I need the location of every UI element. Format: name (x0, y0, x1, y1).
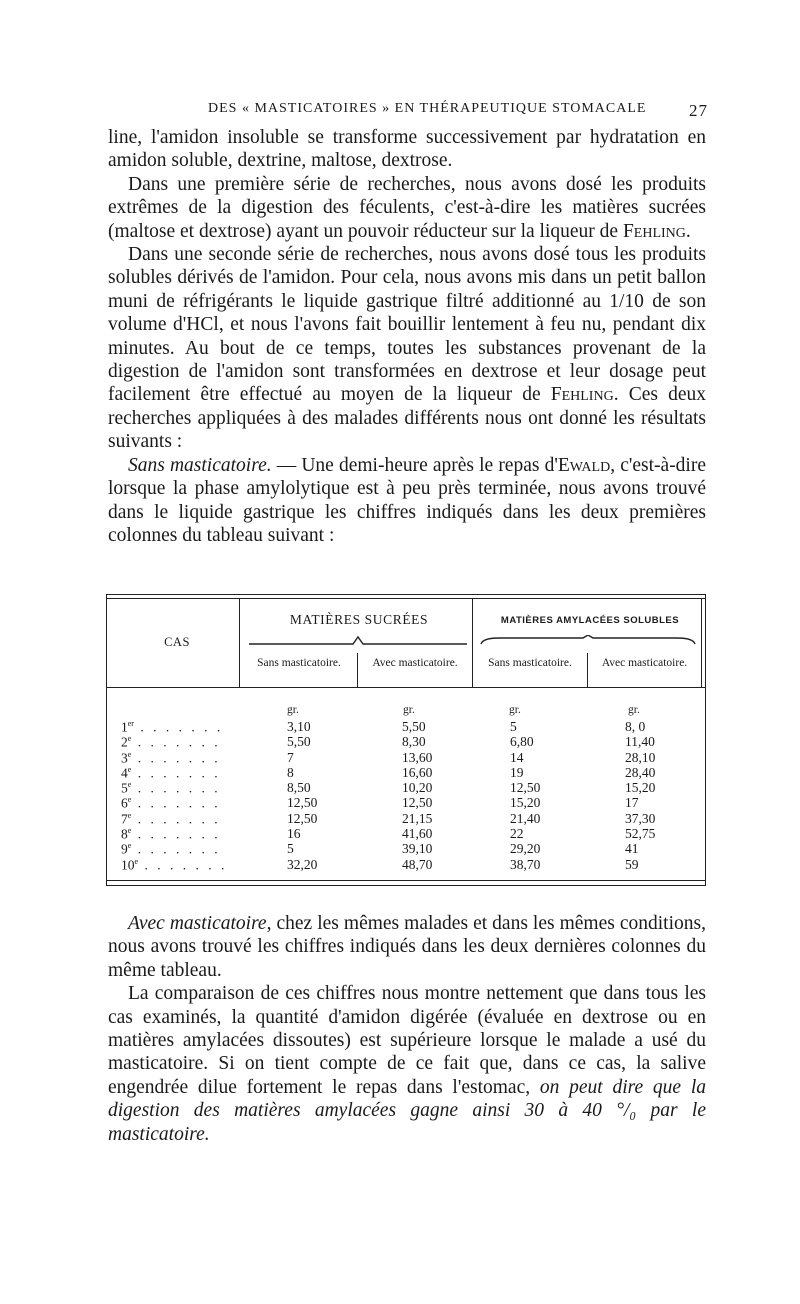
cas-label: 1er . . . . . . . (121, 719, 224, 735)
cas-label: 2e . . . . . . . (121, 734, 221, 750)
author-ewald: Ewald (557, 454, 611, 476)
cell-sucrees-avec: 8,30 (402, 734, 426, 750)
unit-label: gr. (509, 704, 521, 716)
cell-sucrees-sans: 8 (287, 764, 294, 780)
cell-amylacees-sans: 21,40 (510, 810, 541, 826)
cell-amylacees-sans: 14 (510, 749, 524, 765)
cell-amylacees-sans: 12,50 (510, 780, 541, 796)
subheader-avec-2: Avec masticatoire. (601, 657, 688, 669)
table-row (107, 719, 705, 734)
running-title: DES « MASTICATOIRES » EN THÉRAPEUTIQUE STOMACALE (208, 101, 647, 116)
cell-amylacees-avec: 28,40 (625, 764, 656, 780)
italic-sans-masticatoire: Sans masticatoire. (128, 454, 272, 476)
subheader-sans-1: Sans masticatoire. (257, 657, 341, 669)
cell-amylacees-avec: 41 (625, 841, 639, 857)
cell-sucrees-sans: 5,50 (287, 734, 311, 750)
cell-sucrees-avec: 41,60 (402, 826, 433, 842)
table-double-rule-bottom (107, 880, 705, 881)
unit-label: gr. (628, 704, 640, 716)
table-row (107, 734, 705, 749)
cell-amylacees-avec: 8, 0 (625, 719, 646, 734)
cell-sucrees-avec: 48,70 (402, 856, 433, 872)
table-row (107, 841, 705, 856)
table-row (107, 795, 705, 810)
cell-sucrees-sans: 8,50 (287, 780, 311, 796)
author-fehling: Fehling (550, 384, 614, 406)
cas-label: 8e . . . . . . . (121, 826, 221, 842)
cell-sucrees-sans: 12,50 (287, 795, 318, 811)
cell-sucrees-sans: 3,10 (287, 719, 311, 734)
cell-sucrees-sans: 32,20 (287, 856, 318, 872)
cas-label: 3e . . . . . . . (121, 749, 221, 766)
col-divider (239, 599, 240, 687)
cas-header: CAS (164, 635, 190, 649)
cas-label: 9e . . . . . . . (121, 841, 221, 857)
author-fehling: Fehling (622, 220, 686, 242)
cell-amylacees-avec: 28,10 (625, 749, 656, 765)
header-rule (107, 687, 705, 688)
paragraph-3: Dans une seconde série de recherches, nous avons dosé tous les produits solubles dérivés de l'amidon. Pour cela, nous avons mis dans un petit ballon muni de réfrigérants le liquide gastrique filtré additionné au 1/10 de son volume d'HCl, et nous l'avons fait bouillir lentement à feu nu, pendant dix minutes. Au bout de ce temps, toutes les substances provenant de la digestion de l'amidon sont transformées en dextrose et leur dosage peut facilement être effectué au moyen de la liqueur de Fehling. Ces deux recherches appliquées à des malades différents nous ont donné les résultats suivants : (108, 244, 707, 453)
cell-amylacees-avec: 59 (625, 856, 639, 872)
brace-sucrees (247, 635, 469, 645)
group-header-sucrees: MATIÈRES SUCRÉES (289, 612, 429, 627)
cell-sucrees-sans: 7 (287, 749, 294, 765)
brace-amylacees (479, 635, 697, 645)
paragraph-6: La comparaison de ces chiffres nous montre nettement que dans tous les cas examinés, la quantité d'amidon digérée (évaluée en dextrose ou en matières amylacées dissoutes) est supérieure lorsque le malade a usé du masticatoire. Si on tient compte de ce fait que, dans ce cas, la salive engendrée dilue fortement le repas dans l'estomac, on peut dire que la digestion des matières amylacées gagne ainsi 30 à 40 °/₀ par le masticatoire. (108, 983, 707, 1145)
cell-sucrees-avec: 16,60 (402, 764, 433, 780)
paragraph-1: line, l'amidon insoluble se transforme successivement par hydratation en amidon soluble, dextrine, maltose, dextrose. (108, 127, 706, 172)
cas-label: 4e . . . . . . . (121, 764, 221, 781)
table-row (107, 826, 705, 841)
cell-amylacees-sans: 19 (510, 764, 524, 780)
paragraph-4: Sans masticatoire. — Une demi-heure après le repas d'Ewald, c'est-à-dire lorsque la phase amylolytique est à peu près terminée, nous avons trouvé dans le liquide gastrique les chiffres indiqués dans les deux premières colonnes du tableau suivant : (108, 454, 707, 546)
cell-sucrees-sans: 5 (287, 841, 294, 857)
results-table (106, 594, 706, 886)
table-row (107, 750, 705, 765)
unit-label: gr. (403, 704, 415, 716)
italic-avec-masticatoire: Avec masticatoire (128, 913, 267, 934)
italic-conclusion: on peut dire que la digestion des matières amylacées gagne ainsi 30 à 40 °/₀ par le masticatoire. (108, 1076, 707, 1145)
paragraph-5: Avec masticatoire, chez les mêmes malades et dans les mêmes conditions, nous avons trouvé les chiffres indiqués dans les deux dernières colonnes du même tableau. (108, 913, 706, 981)
body-text-top (108, 126, 706, 547)
col-divider (701, 599, 702, 687)
cell-sucrees-avec: 5,50 (402, 719, 426, 734)
cell-amylacees-avec: 17 (625, 795, 639, 811)
cell-sucrees-avec: 21,15 (402, 810, 433, 826)
cell-amylacees-sans: 29,20 (510, 841, 541, 857)
cell-sucrees-sans: 16 (287, 826, 301, 842)
table-row (107, 811, 705, 826)
cas-label: 7e . . . . . . . (121, 810, 221, 827)
body-text-bottom (108, 912, 706, 1146)
subheader-sans-2: Sans masticatoire. (488, 657, 572, 669)
cell-amylacees-sans: 6,80 (510, 734, 534, 750)
table-double-rule-top (107, 598, 705, 599)
cas-label: 5e . . . . . . . (121, 780, 221, 796)
cell-sucrees-sans: 12,50 (287, 810, 318, 826)
cell-amylacees-sans: 22 (510, 826, 524, 842)
table-body (107, 719, 705, 872)
cell-amylacees-avec: 11,40 (625, 734, 655, 750)
table-row (107, 857, 705, 872)
paragraph-2: Dans une première série de recherches, nous avons dosé les produits extrêmes de la digestion des féculents, c'est-à-dire les matières sucrées (maltose et dextrose) ayant un pouvoir réducteur sur la liqueur de Fehling. (108, 173, 706, 242)
cas-label: 10e . . . . . . . (121, 856, 228, 873)
table-row (107, 780, 705, 795)
cell-sucrees-avec: 10,20 (402, 780, 433, 796)
cell-sucrees-avec: 13,60 (402, 749, 433, 765)
cell-amylacees-sans: 5 (510, 719, 517, 734)
subheader-avec-1: Avec masticatoire. (372, 657, 458, 669)
cell-amylacees-avec: 52,75 (625, 826, 656, 842)
page-number: 27 (689, 101, 708, 120)
cell-amylacees-avec: 15,20 (625, 780, 656, 796)
group-header-amylacees: MATIÈRES AMYLACÉES SOLUBLES (500, 615, 680, 626)
table-row (107, 765, 705, 780)
cell-amylacees-sans: 38,70 (510, 856, 541, 872)
cell-sucrees-avec: 39,10 (402, 841, 433, 857)
cell-amylacees-avec: 37,30 (625, 810, 656, 826)
cas-label: 6e . . . . . . . (121, 795, 221, 811)
cell-amylacees-sans: 15,20 (510, 795, 541, 811)
cell-sucrees-avec: 12,50 (402, 795, 433, 811)
unit-label: gr. (287, 704, 299, 716)
